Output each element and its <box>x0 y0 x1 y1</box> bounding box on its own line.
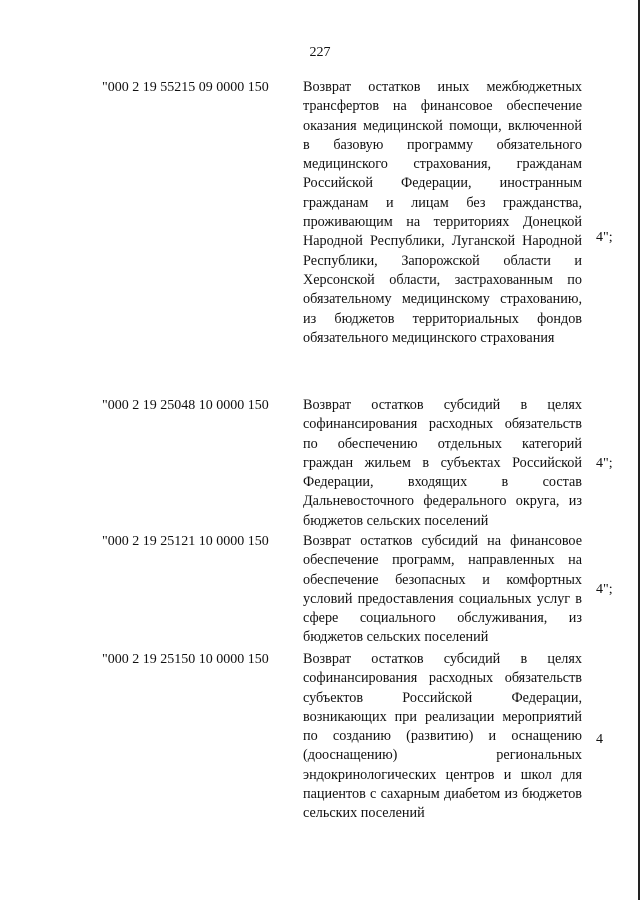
budget-code: "000 2 19 25150 10 0000 150 <box>102 652 269 667</box>
entry-description: Возврат остатков субсидий в целях софинансирования расходных обязательств субъектов Российской Федерации, возникающих при реализации мероприятий по созданию (развитию) и оснащению (дооснащению) региональных эндокринологических центров и школ для пациентов с сахарным диабетом из бюджетов сельских поселений <box>303 651 582 822</box>
page-number: 227 <box>309 45 331 60</box>
budget-code: "000 2 19 25048 10 0000 150 <box>102 398 269 413</box>
column-value: 4 <box>596 732 603 747</box>
column-value: 4"; <box>596 582 613 597</box>
budget-code: "000 2 19 25121 10 0000 150 <box>102 534 269 549</box>
column-value: 4"; <box>596 456 613 471</box>
column-value: 4"; <box>596 230 613 245</box>
entry-description: Возврат остатков субсидий на финансовое обеспечение программ, направленных на обеспечение безопасных и комфортных условий предоставления социальных услуг в сфере социального обслуживания, из бюджетов сельских поселений <box>303 533 582 646</box>
entry-description: Возврат остатков субсидий в целях софинансирования расходных обязательств по обеспечению отдельных категорий граждан жильем в субъектах Российской Федерации, входящих в состав Дальневосточного федерального округа, из бюджетов сельских поселений <box>303 397 582 529</box>
entry-description: Возврат остатков иных межбюджетных трансфертов на финансовое обеспечение оказания медицинской помощи, включенной в базовую программу обязательного медицинского страхования, гражданам Российской Федерации, иностранным гражданам и лицам без гражданства, проживающим на территориях Донецкой Народной Республики, Луганской Народной Республики, Запорожской области и Херсонской области, застрахованным по обязательному медицинскому страхованию, из бюджетов территориальных фондов обязательного медицинского страхования <box>303 79 582 346</box>
budget-code: "000 2 19 55215 09 0000 150 <box>102 80 269 95</box>
